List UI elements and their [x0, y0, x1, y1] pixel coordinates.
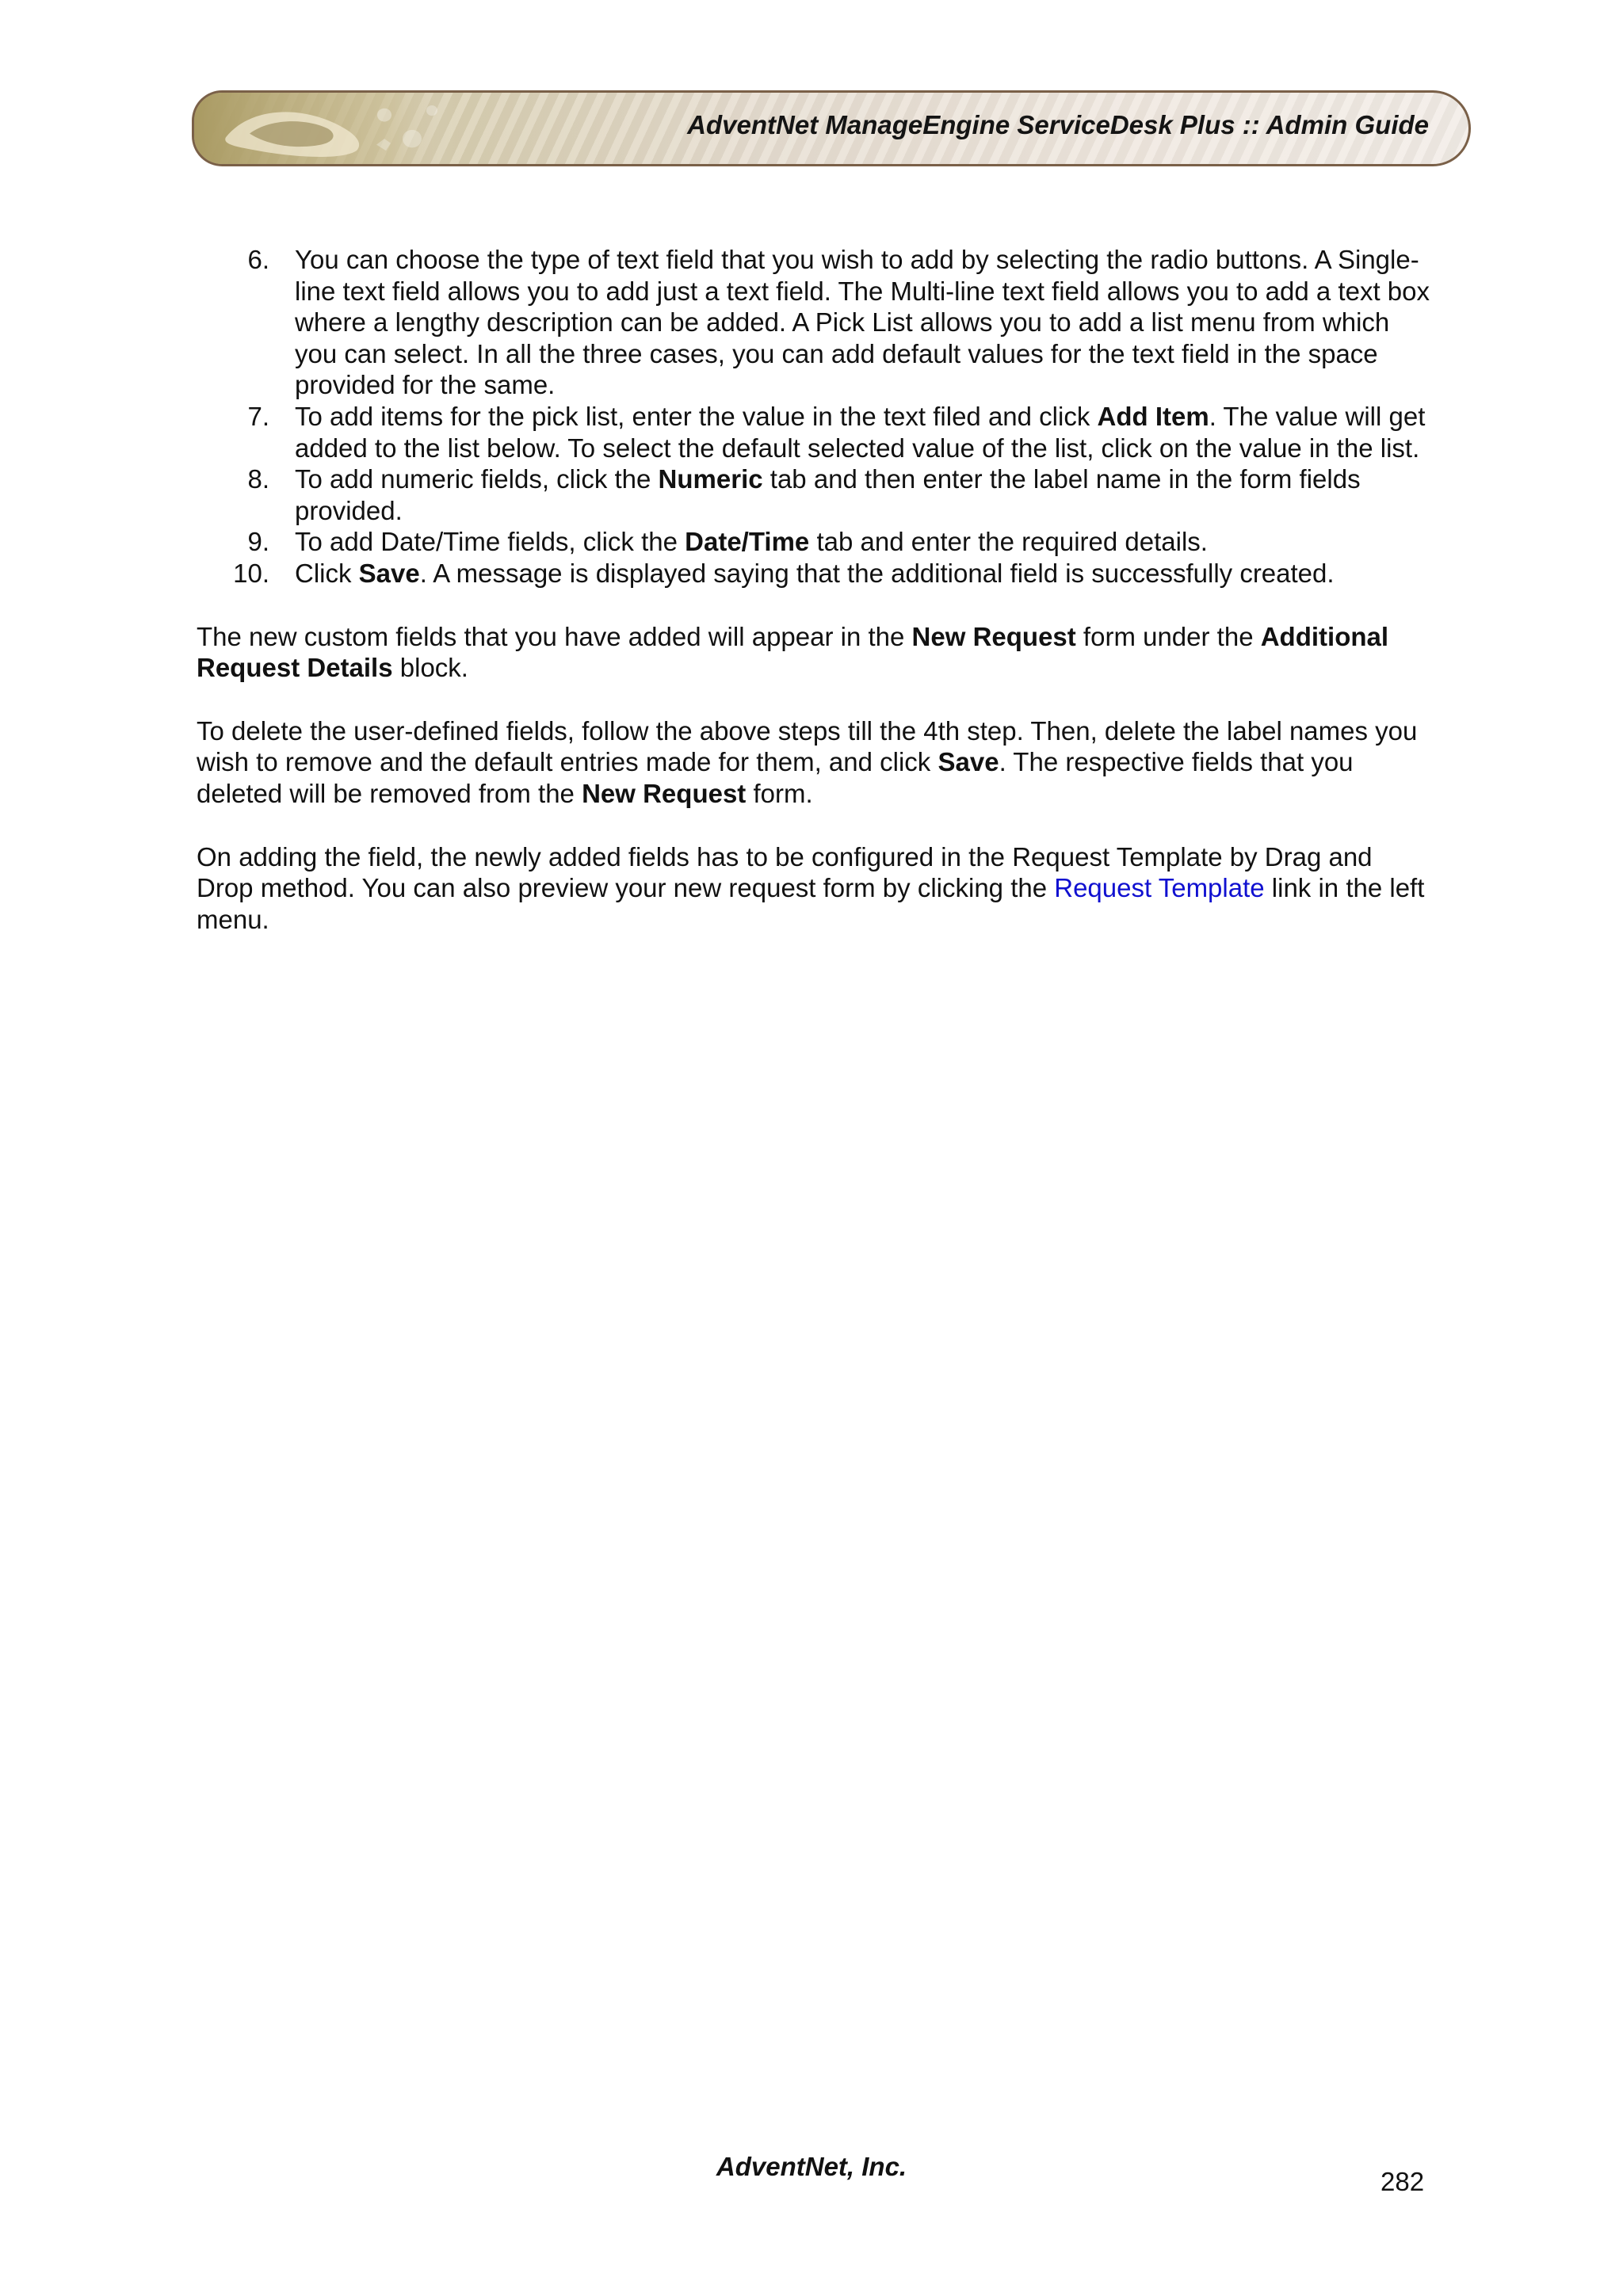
- page-content: [197, 244, 1433, 935]
- bold-term: Save: [938, 747, 999, 777]
- step-text: Click: [295, 558, 359, 588]
- list-item: [197, 558, 1433, 589]
- header-banner: [192, 90, 1471, 166]
- step-bold-term: Numeric: [658, 464, 763, 494]
- bold-term: New Request: [911, 621, 1076, 651]
- step-text: To add numeric fields, click the: [295, 464, 659, 494]
- step-text: To add Date/Time fields, click the: [295, 527, 685, 557]
- step-text: . A message is displayed saying that the additional field is successfully created.: [419, 558, 1335, 588]
- request-template-link[interactable]: Request Template: [1054, 873, 1265, 903]
- paragraph-request-template: [197, 841, 1433, 936]
- steps-list: [197, 244, 1433, 589]
- step-text: tab and then enter the label name in the form fields provided.: [295, 464, 1361, 525]
- step-number: 7.: [247, 401, 269, 431]
- paragraph-text: . The respective fields that you deleted will be removed from the: [197, 747, 1354, 808]
- list-item: [197, 526, 1433, 558]
- page-number: 282: [1381, 2167, 1425, 2196]
- paragraph-delete-fields: [197, 715, 1433, 810]
- paragraph-custom-fields: [197, 621, 1433, 684]
- step-number: 6.: [247, 245, 269, 274]
- paragraph-text: form.: [746, 778, 813, 808]
- step-bold-term: Add Item: [1097, 401, 1209, 431]
- list-item: [197, 401, 1433, 463]
- bold-term: New Request: [582, 778, 747, 808]
- paragraph-text: On adding the field, the newly added fields has to be configured in the Request Template by Drag and Drop method. You can also preview your new request form by clicking the: [197, 841, 1373, 903]
- step-bold-term: Save: [358, 558, 420, 588]
- paragraph-text: link in the left menu.: [197, 873, 1425, 934]
- paragraph-text: The new custom fields that you have added will appear in the: [197, 621, 912, 651]
- paragraph-text: To delete the user-defined fields, follow the above steps till the 4th step. Then, delete the label names you wish to remove and the default entries made for them, and click: [197, 715, 1418, 777]
- header-decoration-image: [194, 93, 456, 164]
- paragraph-text: block.: [392, 653, 468, 683]
- list-item: [197, 463, 1433, 526]
- step-text: tab and enter the required details.: [809, 527, 1208, 557]
- list-item: [197, 244, 1433, 401]
- step-text: . The value will get added to the list below. To select the default selected value of the list, click on the value in the list.: [295, 401, 1426, 463]
- document-header-title: AdventNet ManageEngine ServiceDesk Plus :: Admin Guide: [687, 110, 1429, 139]
- step-number: 10.: [233, 558, 269, 588]
- step-text: You can choose the type of text field that you wish to add by selecting the radio buttons. A Single-line text field allows you to add just a text field. The Multi-line text field allows you to add a text box where a lengthy description can be added. A Pick List allows you to add a list menu from which you can select. In all the three cases, you can add default values for the text field in the space provided for the same.: [295, 245, 1430, 400]
- footer-company: AdventNet, Inc.: [716, 2152, 907, 2181]
- bold-term: Additional Request Details: [197, 621, 1389, 683]
- step-number: 8.: [247, 464, 269, 494]
- step-number: 9.: [247, 527, 269, 557]
- step-text: To add items for the pick list, enter the value in the text filed and click: [295, 401, 1098, 431]
- paragraph-text: form under the: [1075, 621, 1261, 651]
- step-bold-term: Date/Time: [685, 527, 810, 557]
